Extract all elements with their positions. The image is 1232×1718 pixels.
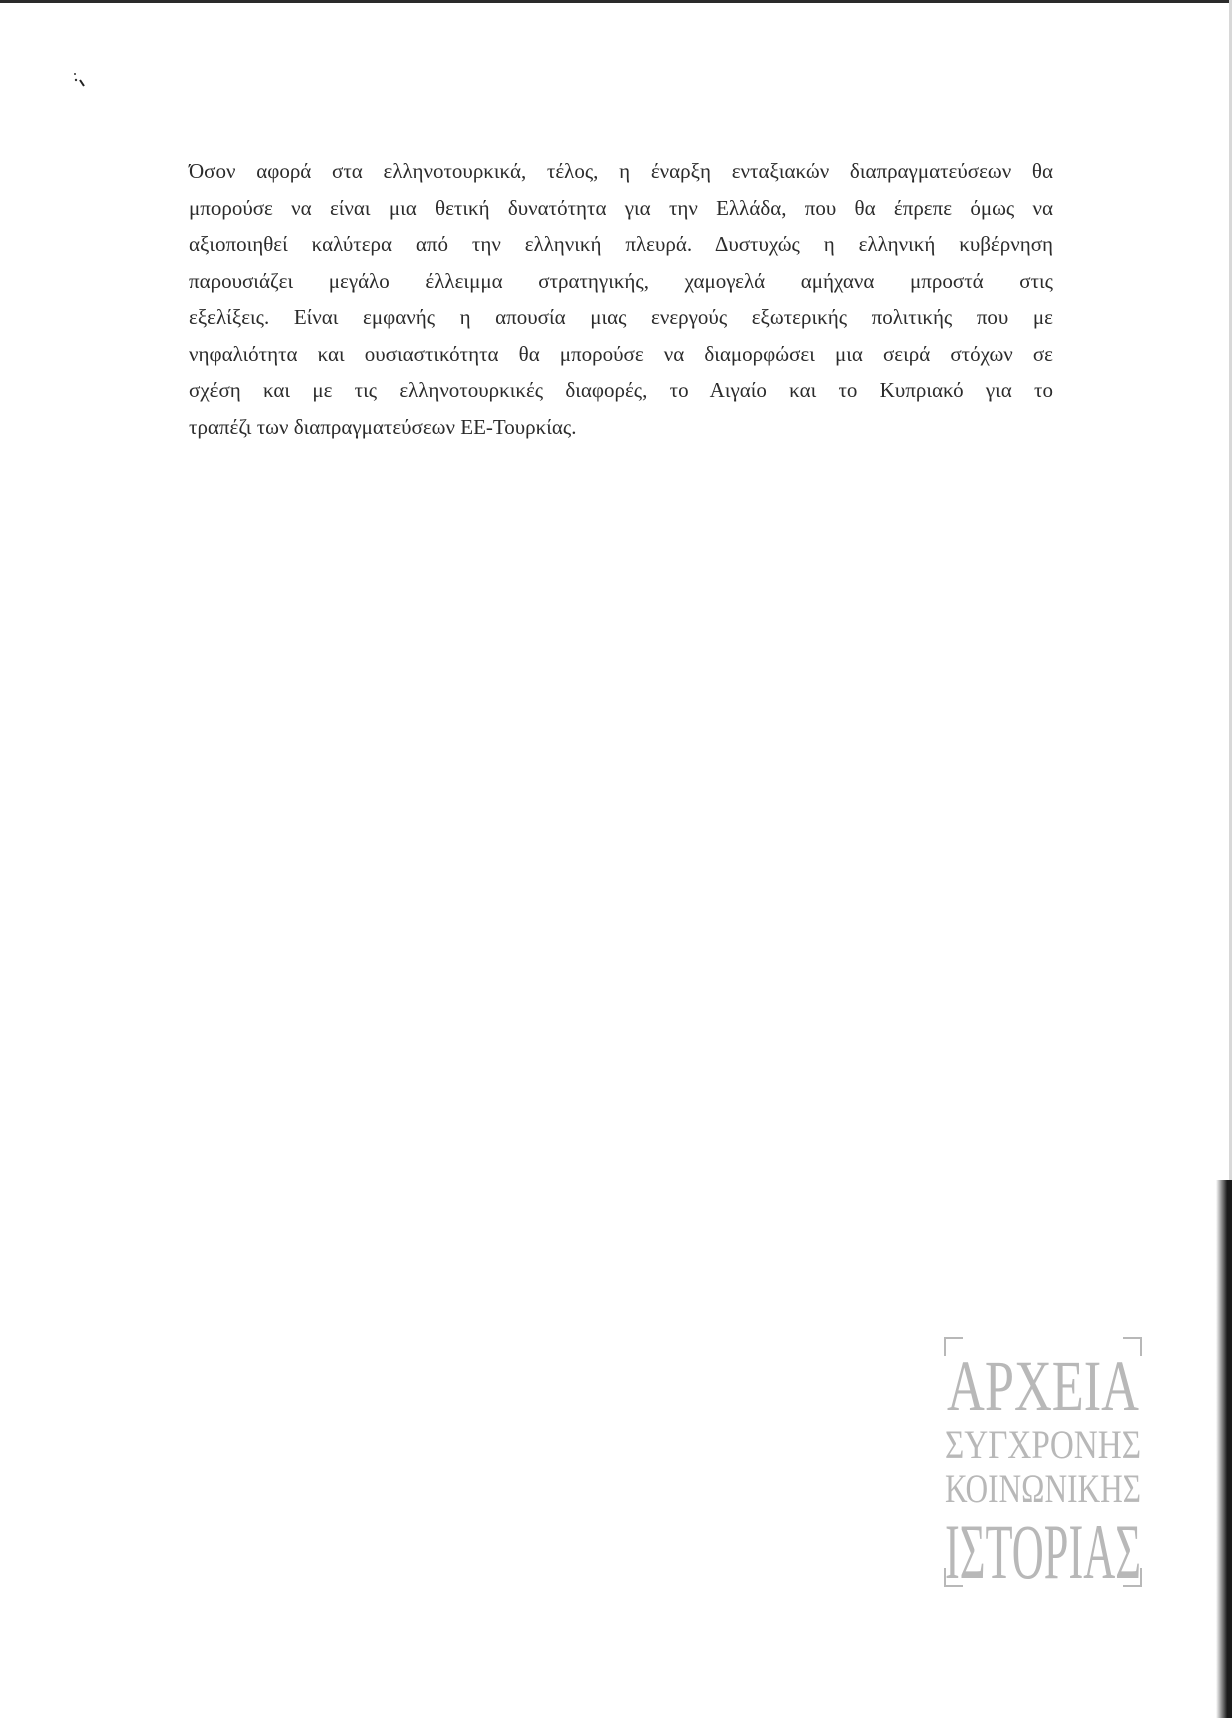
paragraph-line: νηφαλιότητα και ουσιαστικότητα θα μπορούσε να διαμορφώσει μια σειρά στόχων σε — [189, 341, 1053, 366]
paragraph-line: εξελίξεις. Είναι εμφανής η απουσία μιας ενεργούς εξωτερικής πολιτικής που με — [189, 305, 1053, 329]
stamp-line-3: ΚΟΙΝΩΝΙΚΗΣ — [945, 1466, 1141, 1511]
archive-stamp — [935, 1332, 1151, 1595]
stamp-line-2: ΣΥΓΧΡΟΝΗΣ — [945, 1422, 1141, 1467]
scan-top-edge — [0, 0, 1232, 3]
paragraph-line: αξιοποιηθεί καλύτερα από την ελληνική πλευρά. Δυστυχώς η ελληνική κυβέρνηση — [189, 232, 1053, 256]
paragraph-line: μπορούσε να είναι μια θετική δυνατότητα για την Ελλάδα, που θα έπρεπε όμως να — [189, 195, 1053, 220]
paragraph-line: τραπέζι των διαπραγματεύσεων ΕΕ-Τουρκίας. — [189, 414, 577, 439]
scan-right-shadow — [1216, 1180, 1232, 1718]
body-paragraph — [189, 153, 1053, 445]
stamp-line-4: ΙΣΤΟΡΙΑΣ — [945, 1508, 1141, 1595]
paragraph-line: Όσον αφορά στα ελληνοτουρκικά, τέλος, η έναρξη ενταξιακών διαπραγματεύσεων θα — [189, 159, 1053, 183]
paragraph-line: παρουσιάζει μεγάλο έλλειμμα στρατηγικής, χαμογελά αμήχανα μπροστά στις — [189, 268, 1053, 293]
paragraph-line: σχέση και με τις ελληνοτουρκικές διαφορές, το Αιγαίο και το Κυπριακό για το — [189, 378, 1053, 402]
stamp-line-1: ΑΡΧΕΙΑ — [947, 1346, 1139, 1426]
scan-speck-mark — [72, 72, 86, 88]
